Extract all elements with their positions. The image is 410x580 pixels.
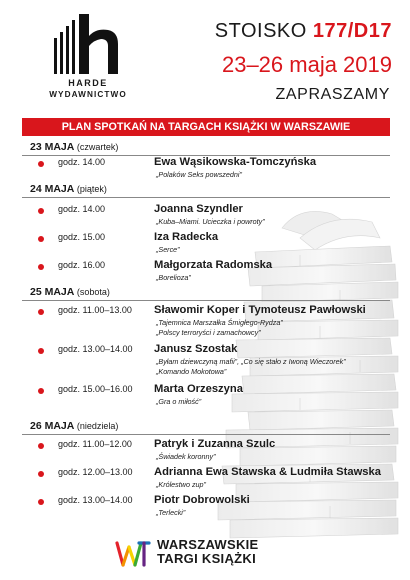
event-row bbox=[0, 231, 410, 261]
event-dates: 23–26 maja 2019 bbox=[221, 52, 392, 77]
event-time: godz. 13.00–14.00 bbox=[58, 344, 133, 354]
bullet-icon bbox=[38, 208, 44, 214]
event-author: Sławomir Koper i Tymoteusz Pawłowski bbox=[154, 304, 366, 316]
stand-info bbox=[215, 20, 392, 43]
event-author: Janusz Szostak bbox=[154, 343, 238, 355]
event-book: „Polaków Seks powszedni” bbox=[156, 170, 242, 179]
event-book: „Komando Mokotowa” bbox=[156, 367, 227, 376]
event-row bbox=[0, 466, 410, 496]
day-heading bbox=[30, 420, 118, 432]
bullet-icon bbox=[38, 348, 44, 354]
bullet-icon bbox=[38, 309, 44, 315]
event-time: godz. 14.00 bbox=[58, 157, 106, 167]
publisher-name: HARDE bbox=[68, 78, 108, 88]
event-book: „Terlecki” bbox=[156, 508, 186, 517]
event-book: „Polscy terroryści i zamachowcy” bbox=[156, 328, 261, 337]
day-divider bbox=[22, 197, 390, 198]
event-row bbox=[0, 203, 410, 233]
harde-logo bbox=[38, 14, 138, 106]
harde-logo-mark bbox=[52, 14, 136, 76]
bullet-icon bbox=[38, 388, 44, 394]
book-fair-line2: TARGI KSIĄŻKI bbox=[157, 551, 256, 566]
stand-number: 177/D17 bbox=[312, 20, 392, 42]
event-book: „Królestwo zup” bbox=[156, 480, 206, 489]
event-author: Patryk i Zuzanna Szulc bbox=[154, 438, 276, 450]
day-divider bbox=[22, 434, 390, 435]
event-author: Iza Radecka bbox=[154, 231, 219, 243]
event-row bbox=[0, 343, 410, 379]
bullet-icon bbox=[38, 161, 44, 167]
day-weekday: (piątek) bbox=[76, 184, 107, 194]
day-weekday: (niedziela) bbox=[76, 421, 119, 431]
bullet-icon bbox=[38, 236, 44, 242]
event-author: Marta Orzeszyna bbox=[154, 383, 243, 395]
event-row bbox=[0, 156, 410, 186]
event-row bbox=[0, 259, 410, 289]
event-row bbox=[0, 383, 410, 413]
book-fair-name bbox=[157, 538, 259, 566]
bullet-icon bbox=[38, 264, 44, 270]
event-time: godz. 15.00 bbox=[58, 232, 106, 242]
event-time: godz. 12.00–13.00 bbox=[58, 467, 133, 477]
bullet-icon bbox=[38, 471, 44, 477]
day-heading bbox=[30, 286, 110, 298]
event-row bbox=[0, 438, 410, 468]
event-book: „Byłam dziewczyną mafii”, „Co się stało z Iwoną Wieczorek” bbox=[156, 357, 346, 366]
event-time: godz. 11.00–13.00 bbox=[58, 305, 132, 315]
event-time: godz. 13.00–14.00 bbox=[58, 495, 133, 505]
event-time: godz. 16.00 bbox=[58, 260, 106, 270]
book-fair-line1: WARSZAWSKIE bbox=[157, 537, 259, 552]
day-weekday: (czwartek) bbox=[76, 142, 119, 152]
event-author: Adrianna Ewa Stawska & Ludmiła Stawska bbox=[154, 466, 381, 478]
event-book: „Tajemnica Marszałka Śmigłego-Rydza” bbox=[156, 318, 283, 327]
day-date: 23 MAJA bbox=[30, 141, 74, 153]
day-date: 24 MAJA bbox=[30, 183, 74, 195]
book-fair-logo-icon bbox=[115, 539, 151, 569]
bullet-icon bbox=[38, 443, 44, 449]
schedule-banner: PLAN SPOTKAŃ NA TARGACH KSIĄŻKI W WARSZAWIE bbox=[22, 118, 390, 136]
event-time: godz. 14.00 bbox=[58, 204, 106, 214]
event-book: „Kuba–Miami. Ucieczka i powroty” bbox=[156, 217, 265, 226]
publisher-subtitle: WYDAWNICTWO bbox=[49, 90, 127, 99]
event-author: Piotr Dobrowolski bbox=[154, 494, 250, 506]
event-book: „Serce” bbox=[156, 245, 180, 254]
event-book: „Gra o miłość” bbox=[156, 397, 202, 406]
event-time: godz. 11.00–12.00 bbox=[58, 439, 132, 449]
event-author: Ewa Wąsikowska-Tomczyńska bbox=[154, 156, 317, 168]
day-heading bbox=[30, 183, 107, 195]
event-book: „Borelioza” bbox=[156, 273, 191, 282]
day-date: 26 MAJA bbox=[30, 420, 74, 432]
invite-text: ZAPRASZAMY bbox=[275, 86, 390, 103]
event-time: godz. 15.00–16.00 bbox=[58, 384, 133, 394]
day-date: 25 MAJA bbox=[30, 286, 74, 298]
event-book: „Świadek koronny” bbox=[156, 452, 216, 461]
day-weekday: (sobota) bbox=[76, 287, 110, 297]
stand-label: STOISKO bbox=[214, 20, 307, 42]
bullet-icon bbox=[38, 499, 44, 505]
event-author: Małgorzata Radomska bbox=[154, 259, 273, 271]
event-row bbox=[0, 494, 410, 524]
day-divider bbox=[22, 300, 390, 301]
event-author: Joanna Szyndler bbox=[154, 203, 243, 215]
day-heading bbox=[30, 141, 118, 153]
event-row bbox=[0, 304, 410, 340]
